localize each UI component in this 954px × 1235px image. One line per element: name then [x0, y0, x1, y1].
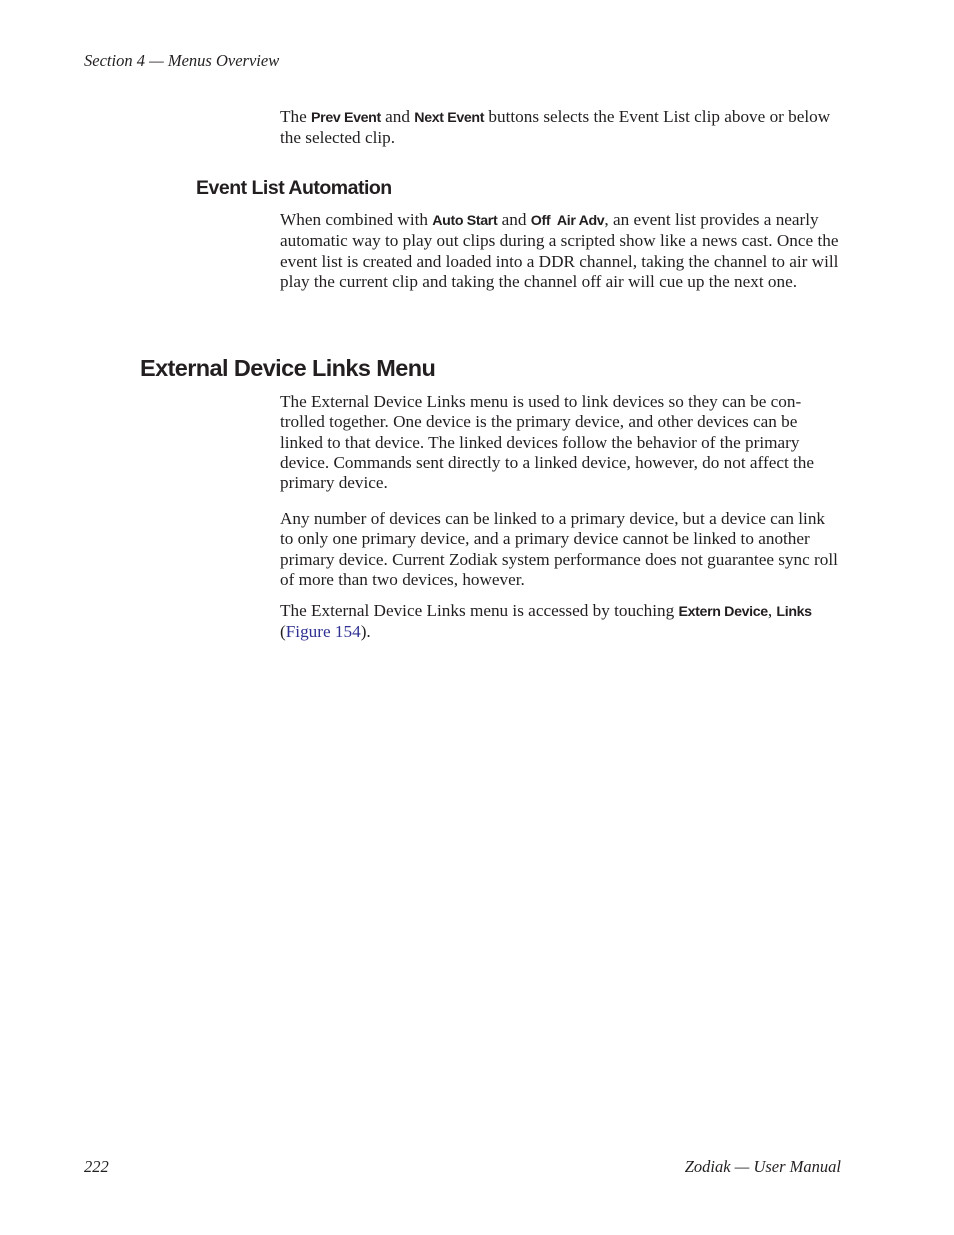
intro-text-1: The	[280, 107, 312, 126]
next-event-label: Next Event	[414, 110, 485, 126]
automation-text-1: When combined with	[280, 210, 433, 229]
links-label: Links	[776, 604, 812, 620]
access-paren-open: (	[280, 622, 286, 642]
access-paren-close: ).	[360, 622, 371, 642]
page-number: 222	[84, 1157, 109, 1176]
intro-text-2: and	[380, 107, 415, 126]
off-air-adv-label: Off Air Adv	[530, 213, 605, 229]
auto-start-label: Auto Start	[432, 213, 498, 229]
event-list-automation-paragraph	[280, 210, 842, 292]
extern-device-label: Extern Device	[678, 604, 768, 620]
intro-text-3: buttons selects the Event List clip above or below the selected clip.	[280, 107, 831, 148]
access-text-1: The External Device Links menu is accessed by touching	[280, 601, 679, 620]
figure-154-link[interactable]: Figure 154	[285, 622, 361, 642]
prev-event-label: Prev Event	[311, 110, 381, 126]
intro-paragraph	[280, 107, 842, 149]
external-links-paragraph-3	[280, 601, 842, 643]
external-device-links-heading: External Device Links Menu	[140, 355, 436, 381]
footer-doc-title: Zodiak — User Manual	[684, 1157, 841, 1176]
external-links-paragraph-1: The External Device Links menu is used to link devices so they can be con-trolled together. One device is the primary device, and other devices can be linked to that device. The linked devices follow the behavior of the primary device. Commands sent directly to a linked device, however, do not affect the primary device.	[280, 392, 815, 493]
external-links-paragraph-2: Any number of devices can be linked to a primary device, but a device can link to only one primary device, and a primary device cannot be linked to another primary device. Current Zodiak system performance does not guarantee sync roll of more than two devices, however.	[280, 509, 838, 589]
running-header: Section 4 — Menus Overview	[84, 51, 280, 70]
automation-text-2: and	[497, 210, 531, 229]
automation-text-3: , an event list provides a nearly automatic way to play out clips during a scripted show like a news cast. Once the event list is created and loaded into a DDR channel, taking the channel to air will play the current clip and taking the channel off air will cue up the next one.	[280, 210, 839, 291]
event-list-automation-heading: Event List Automation	[196, 177, 392, 199]
access-separator: ,	[767, 601, 777, 620]
